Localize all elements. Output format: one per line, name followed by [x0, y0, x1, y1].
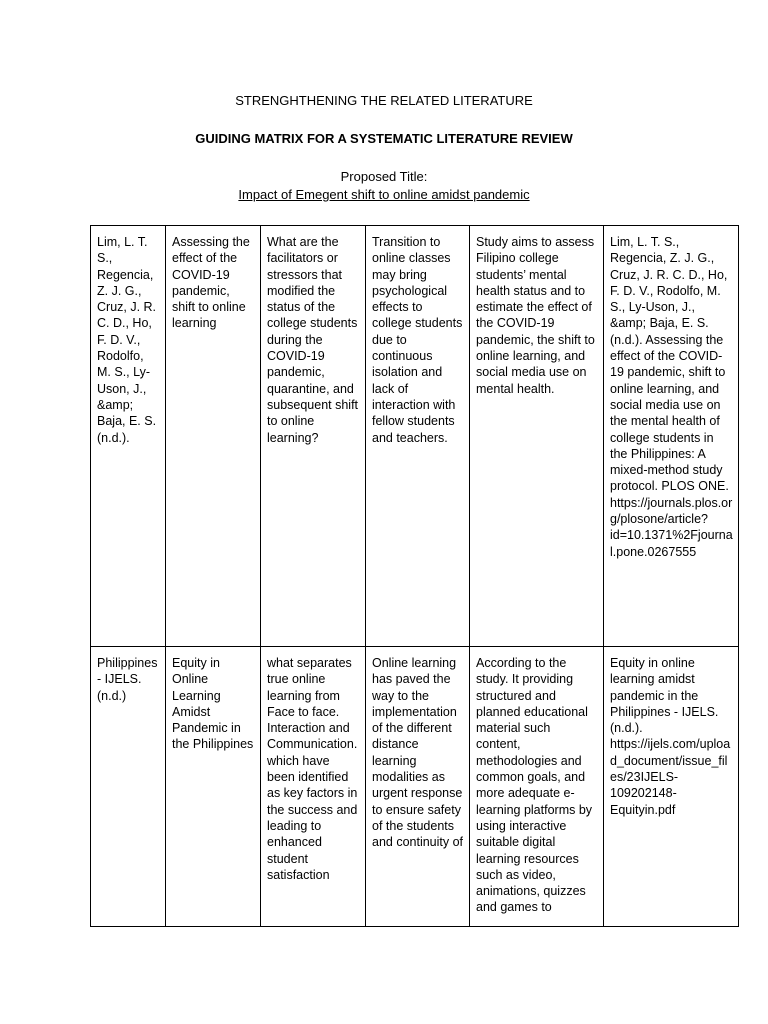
- reference-cell: Lim, L. T. S., Regencia, Z. J. G., Cruz, J. R. C. D., Ho, F. D. V., Rodolfo, M. S., Ly-Uson, J., &amp; Baja, E. S. (n.d.). Assessing the effect of the COVID-19 pandemic, shift to online learning, and social media use on the mental health of college students in the Philippines: A mixed-method study protocol. PLOS ONE. https://journals.plos.org/plosone/article?id=10.1371%2Fjournal.pone.0267555: [604, 226, 739, 647]
- aims-cell: Study aims to assess Filipino college students’ mental health status and to estimate the effect of the COVID-19 pandemic, the shift to online learning, and social media use on mental health.: [470, 226, 604, 647]
- author-cell: Lim, L. T. S., Regencia, Z. J. G., Cruz, J. R. C. D., Ho, F. D. V., Rodolfo, M. S., Ly-Uson, J., &amp; Baja, E. S. (n.d.).: [91, 226, 166, 647]
- reference-cell: Equity in online learning amidst pandemic in the Philippines - IJELS. (n.d.). https://ijels.com/upload_document/issue_files/23IJELS-109202148-Equityin.pdf: [604, 647, 739, 927]
- proposed-title: Impact of Emegent shift to online amidst pandemic: [238, 187, 530, 202]
- author-cell: Philippines - IJELS. (n.d.): [91, 647, 166, 927]
- research-question-cell: What are the facilitators or stressors that modified the status of the college students during the COVID-19 pandemic, quarantine, and subsequent shift to online learning?: [261, 226, 366, 647]
- document-heading: STRENGHTHENING THE RELATED LITERATURE: [235, 93, 533, 108]
- aims-cell: According to the study. It providing structured and planned educational material such content, methodologies and common goals, and more adequate e-learning platforms by using interactive suitable digital learning resources such as video, animations, quizzes and games to: [470, 647, 604, 927]
- literature-matrix-table: [90, 225, 739, 927]
- findings-cell: Online learning has paved the way to the implementation of the different distance learning modalities as urgent response to ensure safety of the students and continuity of: [366, 647, 470, 927]
- title-cell: Equity in Online Learning Amidst Pandemic in the Philippines: [166, 647, 261, 927]
- document-subheading: GUIDING MATRIX FOR A SYSTEMATIC LITERATURE REVIEW: [195, 131, 573, 146]
- proposed-title-label: Proposed Title:: [340, 169, 428, 184]
- findings-cell: Transition to online classes may bring psychological effects to college students due to continuous isolation and lack of interaction with fellow students and teachers.: [366, 226, 470, 647]
- title-cell: Assessing the effect of the COVID-19 pandemic, shift to online learning: [166, 226, 261, 647]
- table-row: [91, 647, 739, 927]
- research-question-cell: what separates true online learning from Face to face. Interaction and Communication. which have been identified as key factors in the success and leading to enhanced student satisfaction: [261, 647, 366, 927]
- table-row: [91, 226, 739, 647]
